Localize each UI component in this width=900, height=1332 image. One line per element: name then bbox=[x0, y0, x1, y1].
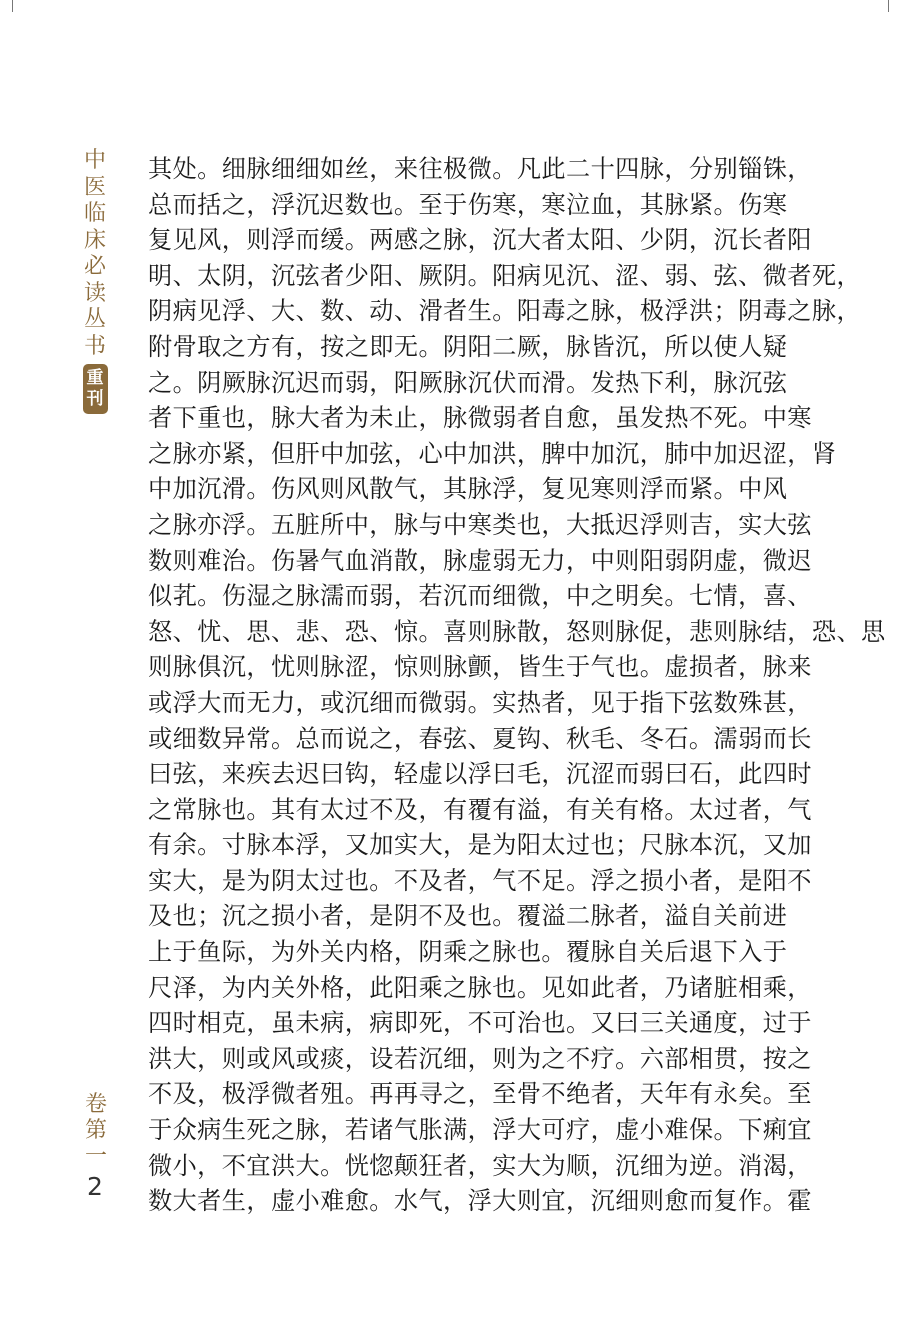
text-line: 则脉俱沉，忧则脉涩，惊则脉颤，皆生于气也。虚损者，脉来 bbox=[148, 653, 812, 682]
text-line: 总而括之，浮沉迟数也。至于伤寒，寒泣血，其脉紧。伤寒 bbox=[148, 190, 788, 219]
page-number: 2 bbox=[87, 1172, 103, 1201]
text-line: 有余。寸脉本浮，又加实大，是为阳太过也；尺脉本沉，又加 bbox=[148, 831, 812, 860]
volume-label bbox=[83, 1092, 109, 1170]
text-line: 似芤。伤湿之脉濡而弱，若沉而细微，中之明矣。七情，喜、 bbox=[148, 582, 812, 611]
text-line: 复见风，则浮而缓。两感之脉，沉大者太阳、少阴，沉长者阳 bbox=[148, 226, 812, 255]
text-line: 之。阴厥脉沉迟而弱，阳厥脉沉伏而滑。发热下利，脉沉弦 bbox=[148, 368, 788, 397]
text-line: 怒、忧、思、悲、恐、惊。喜则脉散，怒则脉促，悲则脉结，恐、思 bbox=[148, 617, 886, 646]
text-line: 其处。细脉细细如丝，来往极微。凡此二十四脉，分别锱铢， bbox=[148, 155, 812, 183]
crop-mark-right bbox=[888, 0, 889, 12]
text-line: 上于鱼际，为外关内格，阴乘之脉也。覆脉自关后退下入于 bbox=[148, 938, 788, 967]
text-line: 洪大，则或风或痰，设若沉细，则为之不疗。六部相贯，按之 bbox=[148, 1044, 812, 1073]
crop-mark-left bbox=[12, 0, 13, 12]
volume-char: 第 bbox=[84, 1118, 107, 1143]
volume-char: 卷 bbox=[84, 1092, 107, 1117]
text-line: 之脉亦紧，但肝中加弦，心中加洪，脾中加沉，肺中加迟涩，肾 bbox=[148, 439, 837, 468]
reprint-seal bbox=[83, 364, 108, 414]
text-line: 及也；沉之损小者，是阴不及也。覆溢二脉者，溢自关前进 bbox=[148, 902, 788, 931]
series-title-char: 必 bbox=[83, 254, 106, 279]
text-line: 附骨取之方有，按之即无。阴阳二厥，脉皆沉，所以使人疑 bbox=[148, 332, 788, 361]
text-line: 者下重也，脉大者为未止，脉微弱者自愈，虽发热不死。中寒 bbox=[148, 404, 812, 433]
text-line: 阴病见浮、大、数、动、滑者生。阳毒之脉，极浮洪；阴毒之脉， bbox=[148, 297, 862, 326]
seal-char: 重 bbox=[86, 368, 104, 388]
text-line: 数则难治。伤暑气血消散，脉虚弱无力，中则阳弱阴虚，微迟 bbox=[148, 546, 812, 575]
series-title-char: 读 bbox=[83, 280, 106, 306]
series-title-char: 书 bbox=[83, 333, 106, 359]
text-line: 中加沉滑。伤风则风散气，其脉浮，复见寒则浮而紧。中风 bbox=[148, 475, 788, 504]
text-line: 于众病生死之脉，若诸气胀满，浮大可疗，虚小难保。下痢宜 bbox=[148, 1116, 812, 1145]
text-line: 明、太阴，沉弦者少阳、厥阴。阳病见沉、涩、弱、弦、微者死， bbox=[148, 261, 862, 290]
text-line: 或浮大而无力，或沉细而微弱。实热者，见于指下弦数殊甚， bbox=[148, 688, 812, 717]
body-text bbox=[148, 152, 886, 1220]
text-line: 实大，是为阴太过也。不及者，气不足。浮之损小者，是阳不 bbox=[148, 866, 812, 895]
series-title-char: 中 bbox=[83, 148, 106, 173]
series-title-char: 床 bbox=[83, 227, 106, 253]
series-title-char: 丛 bbox=[83, 307, 106, 332]
text-line: 数大者生，虚小难愈。水气，浮大则宜，沉细则愈而复作。霍 bbox=[148, 1187, 812, 1216]
seal-char: 刊 bbox=[86, 389, 104, 409]
series-title-char: 临 bbox=[83, 201, 106, 226]
text-line: 或细数异常。总而说之，春弦、夏钩、秋毛、冬石。濡弱而长 bbox=[148, 724, 812, 753]
volume-char: 一 bbox=[84, 1144, 107, 1169]
text-line: 之脉亦浮。五脏所中，脉与中寒类也，大抵迟浮则吉，实大弦 bbox=[148, 510, 812, 539]
series-title bbox=[82, 148, 108, 414]
text-line: 之常脉也。其有太过不及，有覆有溢，有关有格。太过者，气 bbox=[148, 795, 812, 824]
text-line: 四时相克，虽未病，病即死，不可治也。又曰三关通度，过于 bbox=[148, 1009, 812, 1038]
text-line: 尺泽，为内关外格，此阳乘之脉也。见如此者，乃诸脏相乘， bbox=[148, 973, 812, 1002]
text-line: 微小，不宜洪大。恍惚颠狂者，实大为顺，沉细为逆。消渴， bbox=[148, 1151, 812, 1180]
series-title-char: 医 bbox=[83, 174, 106, 200]
text-line: 不及，极浮微者殂。再再寻之，至骨不绝者，天年有永矣。至 bbox=[148, 1080, 812, 1109]
text-line: 曰弦，来疾去迟曰钩，轻虚以浮曰毛，沉涩而弱曰石，此四时 bbox=[148, 760, 812, 789]
